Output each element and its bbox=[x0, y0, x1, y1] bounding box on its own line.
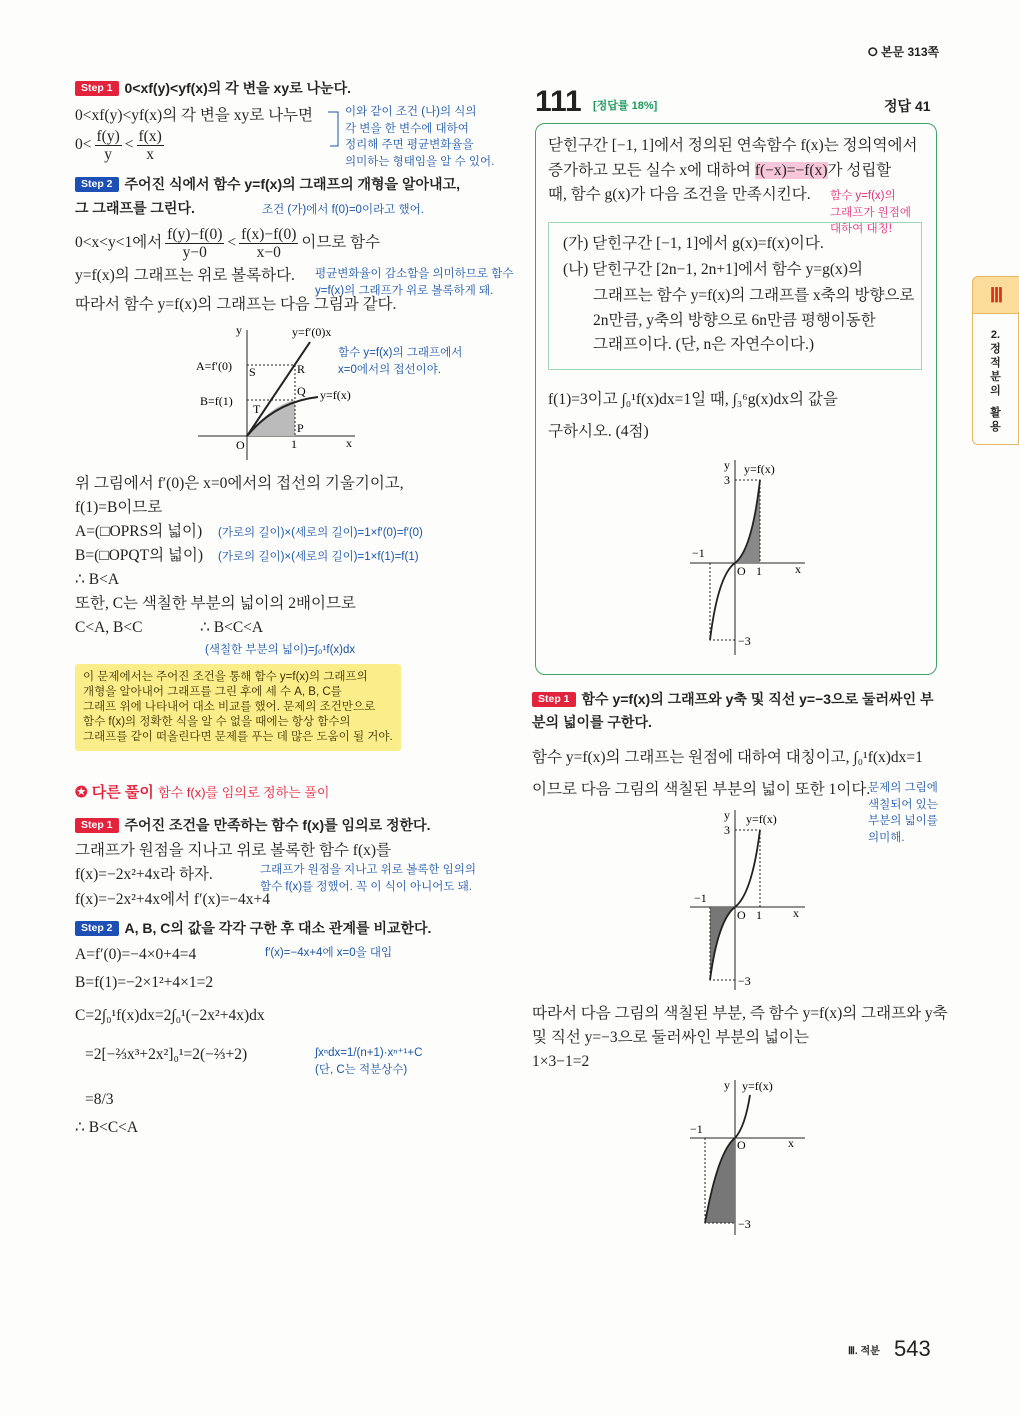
step1-badge: Step 1 bbox=[532, 692, 576, 707]
note-line: 함수 f(x)를 정했어. 꼭 이 식이 아니어도 돼. bbox=[260, 880, 472, 893]
chapter-tab[interactable] bbox=[972, 276, 1019, 314]
correct-rate: [정답률 18%] bbox=[593, 100, 658, 112]
origin-label: O bbox=[737, 908, 746, 922]
tab-text: 분 bbox=[990, 371, 1001, 383]
text: 0< bbox=[75, 136, 92, 154]
tick-1: 1 bbox=[756, 908, 762, 922]
text: 증가하고 모든 실수 x에 대하여 bbox=[548, 162, 751, 179]
text-line: 함수 y=f(x)의 그래프는 원점에 대하여 대칭이고, ∫₀¹f(x)dx=1 bbox=[532, 749, 923, 766]
denominator: y bbox=[104, 146, 112, 163]
denominator: y−0 bbox=[182, 244, 207, 261]
symmetric-graph bbox=[680, 805, 810, 990]
tip-line: 개형을 알아내어 그래프를 그린 후에 세 수 A, B, C를 bbox=[83, 686, 342, 698]
tip-line: 그래프 위에 나타내어 대소 비교를 했어. 문제의 조건만으로 bbox=[83, 701, 376, 713]
text-line: ∴ B<C<A bbox=[200, 619, 264, 636]
text-line: 이므로 다음 그림의 색칠된 부분의 넓이 또한 1이다. bbox=[532, 781, 871, 798]
point-t: T bbox=[253, 402, 261, 416]
text-line: B=(□OPQT의 넓이) bbox=[75, 547, 204, 564]
curve-label: y=f(x) bbox=[742, 1079, 773, 1093]
text-line: f(1)=B이므로 bbox=[75, 499, 163, 516]
a-label: A=f′(0) bbox=[196, 359, 233, 373]
text-line: =2[−⅔x³+2x²]₀¹=2(−⅔+2) bbox=[85, 1046, 248, 1063]
alt-step2-heading bbox=[75, 918, 431, 938]
annotation-note bbox=[345, 104, 494, 170]
text-line: 또한, C는 색칠한 부분의 넓이의 2배이므로 bbox=[75, 595, 356, 612]
note-line: 의미해. bbox=[868, 831, 905, 844]
shaded-area bbox=[710, 907, 735, 980]
question-line bbox=[548, 161, 891, 181]
concave-graph-figure bbox=[180, 320, 500, 460]
note-line: x=0에서의 접선이야. bbox=[338, 363, 442, 376]
text-line: B=f(1)=−2×1²+4×1=2 bbox=[75, 974, 214, 991]
question-line: 때, 함수 g(x)가 다음 조건을 만족시킨다. bbox=[548, 186, 811, 203]
chapter-roman: Ⅲ bbox=[989, 285, 1004, 307]
step2-heading bbox=[75, 174, 460, 194]
curve-label: y=f(x) bbox=[320, 388, 351, 402]
tip-line: 함수 f(x)의 정확한 식을 알 수 없을 때에는 항상 함수의 bbox=[83, 716, 351, 728]
tick-label: 1 bbox=[291, 437, 297, 451]
annotation-note bbox=[315, 1045, 422, 1078]
step2-title-cont: 그 그래프를 그린다. bbox=[75, 200, 195, 216]
shaded-area bbox=[705, 1138, 735, 1223]
text-line: f(x)=−2x²+4x라 하자. bbox=[75, 866, 213, 883]
alt-subtitle: 함수 f(x)를 임의로 정하는 풀이 bbox=[158, 785, 330, 800]
tip-line: 이 문제에서는 주어진 조건을 통해 함수 y=f(x)의 그래프의 bbox=[83, 671, 368, 683]
tab-text: 용 bbox=[990, 421, 1001, 433]
note-line: 색칠되어 있는 bbox=[868, 798, 938, 811]
note-line: 의미하는 형태임을 알 수 있어. bbox=[345, 155, 495, 168]
step1-badge: Step 1 bbox=[75, 818, 119, 833]
annotation-note: (색칠한 부분의 넓이)=∫₀¹f(x)dx bbox=[205, 644, 356, 656]
text-line: 1×3−1=2 bbox=[532, 1053, 590, 1070]
note-line: 그래프가 원점에 bbox=[830, 206, 911, 219]
bracket-arrow-icon bbox=[328, 110, 344, 150]
text: < bbox=[124, 136, 134, 154]
text-line: 위 그림에서 f′(0)은 x=0에서의 접선의 기울기이고, bbox=[75, 475, 404, 492]
answer-label: 정답 41 bbox=[884, 98, 931, 114]
text-line: 따라서 다음 그림의 색칠된 부분, 즉 함수 y=f(x)의 그래프와 y축 bbox=[532, 1005, 948, 1022]
tick-m3: −3 bbox=[738, 1217, 751, 1231]
tangent-label: y=f′(0)x bbox=[292, 325, 332, 339]
step2-badge: Step 2 bbox=[75, 921, 119, 936]
curve-label: y=f(x) bbox=[744, 462, 775, 476]
origin-label: O bbox=[737, 1138, 746, 1152]
x-label: x bbox=[788, 1136, 794, 1150]
text-line: f(x)=−2x²+4x에서 f′(x)=−4x+4 bbox=[75, 891, 271, 908]
annotation-note: f′(x)=−4x+4에 x=0을 대입 bbox=[265, 947, 393, 959]
origin-label: O bbox=[737, 564, 746, 578]
annotation-note: (가로의 길이)×(세로의 길이)=1×f′(0)=f′(0) bbox=[218, 527, 423, 539]
text-line: =8/3 bbox=[85, 1091, 114, 1108]
highlighted-condition: f(−x)=−f(x) bbox=[754, 162, 828, 179]
numerator: f(y) bbox=[96, 128, 120, 145]
footer-section: Ⅲ. 적분 bbox=[848, 1346, 880, 1357]
numerator: f(x)−f(0) bbox=[241, 226, 297, 243]
text-line: A=f′(0)=−4×0+4=4 bbox=[75, 946, 197, 963]
note-line: 각 변을 한 변수에 대하여 bbox=[345, 122, 469, 135]
question-line: 닫힌구간 [−1, 1]에서 정의된 연속함수 f(x)는 정의역에서 bbox=[548, 137, 918, 154]
condition-b-cont: 그래프이다. (단, n은 자연수이다.) bbox=[593, 336, 815, 353]
step1-heading bbox=[75, 78, 351, 98]
question-ask: 구하시오. (4점) bbox=[548, 423, 649, 440]
note-line: ∫xⁿdx=1/(n+1)·xⁿ⁺¹+C bbox=[315, 1047, 423, 1059]
point-p: P bbox=[297, 421, 304, 435]
tab-text: 2. bbox=[990, 329, 1001, 341]
shaded-area bbox=[735, 480, 760, 563]
tab-text: 의 bbox=[990, 385, 1001, 397]
x-label: x bbox=[795, 562, 801, 576]
tab-text: 정 bbox=[990, 343, 1001, 355]
problem-graph bbox=[680, 455, 810, 655]
note-line: 함수 y=f(x)의 bbox=[830, 190, 896, 202]
tick-m1: −1 bbox=[690, 1122, 703, 1136]
problem-number: 111 bbox=[535, 85, 582, 118]
tick-3: 3 bbox=[724, 823, 730, 837]
text-line: 및 직선 y=−3으로 둘러싸인 부분의 넓이는 bbox=[532, 1029, 809, 1046]
step1-title: 0<xf(y)<yf(x)의 각 변을 xy로 나눈다. bbox=[124, 80, 351, 96]
tick-1: 1 bbox=[756, 564, 762, 578]
point-r: R bbox=[297, 362, 306, 376]
step2-badge: Step 2 bbox=[75, 177, 119, 192]
curve-label: y=f(x) bbox=[746, 812, 777, 826]
text-line: y=f(x)의 그래프는 위로 볼록하다. bbox=[75, 267, 295, 284]
text-line: 0<xf(y)<yf(x)의 각 변을 xy로 나누면 bbox=[75, 107, 313, 124]
y-label: y bbox=[724, 458, 730, 472]
condition-b: (나) 닫힌구간 [2n−1, 2n+1]에서 함수 y=g(x)의 bbox=[563, 261, 863, 278]
annotation-note bbox=[260, 862, 476, 895]
b-label: B=f(1) bbox=[200, 394, 233, 408]
condition-b-cont: 2n만큼, y축의 방향으로 6n만큼 평행이동한 bbox=[593, 312, 876, 329]
right-step1-heading bbox=[532, 689, 934, 709]
tick-m1: −1 bbox=[694, 891, 707, 905]
y-label: y bbox=[236, 323, 242, 337]
step1-title: 주어진 조건을 만족하는 함수 f(x)를 임의로 정한다. bbox=[124, 817, 431, 833]
step2-title: 주어진 식에서 함수 y=f(x)의 그래프의 개형을 알아내고, bbox=[124, 176, 460, 192]
denominator: x bbox=[146, 146, 154, 163]
section-tab[interactable] bbox=[972, 312, 1019, 445]
annotation-note: (가로의 길이)×(세로의 길이)=1×f(1)=f(1) bbox=[218, 551, 419, 563]
y-label: y bbox=[724, 1078, 730, 1092]
note-line: 함수 y=f(x)의 그래프에서 bbox=[338, 347, 463, 359]
tab-text: 활 bbox=[990, 407, 1001, 419]
circle-bullet-icon: ⭘ bbox=[868, 45, 878, 59]
origin-label: O bbox=[236, 438, 245, 452]
point-s: S bbox=[249, 365, 256, 379]
tick-3: 3 bbox=[724, 473, 730, 487]
note-line: 이와 같이 조건 (나)의 식의 bbox=[345, 106, 477, 118]
text-line: A=(□OPRS의 넓이) bbox=[75, 523, 203, 540]
step1-title: 함수 y=f(x)의 그래프와 y축 및 직선 y=−3으로 둘러싸인 부 bbox=[581, 691, 934, 707]
tick-m3: −3 bbox=[738, 974, 751, 988]
condition-b-cont: 그래프는 함수 y=f(x)의 그래프를 x축의 방향으로 bbox=[593, 287, 915, 304]
note-line: (단, C는 적분상수) bbox=[315, 1063, 408, 1076]
x-label: x bbox=[793, 906, 799, 920]
note-line: 문제의 그림에 bbox=[868, 782, 938, 794]
y-label: y bbox=[724, 808, 730, 822]
annotation-note bbox=[868, 780, 938, 846]
page-reference-text: 본문 313쪽 bbox=[880, 45, 940, 59]
alt-title: 다른 풀이 bbox=[91, 784, 154, 801]
step2-title: A, B, C의 값을 각각 구한 후 대소 관계를 비교한다. bbox=[124, 920, 432, 936]
note-line: y=f(x)의 그래프가 위로 볼록하게 돼. bbox=[315, 284, 494, 297]
note-line: 정리해 주면 평균변화율을 bbox=[345, 139, 474, 151]
star-circle-icon: ✪ bbox=[75, 784, 88, 801]
difference-quotient-line bbox=[75, 226, 380, 261]
alt-step1-heading bbox=[75, 815, 430, 835]
note-line: 대하여 대칭! bbox=[830, 223, 892, 235]
fraction-inequality bbox=[75, 128, 167, 163]
text-line: 그래프가 원점을 지나고 위로 볼록한 함수 f(x)를 bbox=[75, 842, 392, 859]
numerator: f(x) bbox=[138, 128, 162, 145]
tip-box bbox=[75, 664, 401, 751]
text: 이므로 함수 bbox=[301, 234, 381, 252]
text: 가 성립할 bbox=[827, 162, 892, 179]
note-line: 그래프가 원점을 지나고 위로 볼록한 임의의 bbox=[260, 864, 476, 876]
text: 0<x<y<1에서 bbox=[75, 234, 163, 252]
page-number: 543 bbox=[894, 1336, 931, 1361]
annotation-note: 조건 (가)에서 f(0)=0이라고 했어. bbox=[262, 204, 424, 216]
text: < bbox=[227, 234, 237, 252]
tick-m1: −1 bbox=[692, 546, 705, 560]
annotation-note bbox=[338, 345, 462, 378]
step1-badge: Step 1 bbox=[75, 81, 119, 96]
point-q: Q bbox=[297, 384, 306, 398]
tab-text: 적 bbox=[990, 357, 1001, 369]
tick-m3: −3 bbox=[738, 634, 751, 648]
text-line: 따라서 함수 y=f(x)의 그래프는 다음 그림과 같다. bbox=[75, 296, 397, 313]
text-line: ∴ B<A bbox=[75, 571, 120, 588]
text-line: C<A, B<C bbox=[75, 619, 143, 636]
question-ask: f(1)=3이고 ∫₀¹f(x)dx=1일 때, ∫₃⁶g(x)dx의 값을 bbox=[548, 391, 838, 408]
note-line: 평균변화율이 감소함을 의미하므로 함수 bbox=[315, 268, 514, 280]
denominator: x−0 bbox=[256, 244, 281, 261]
text-line: C=2∫₀¹f(x)dx=2∫₀¹(−2x²+4x)dx bbox=[75, 1007, 265, 1024]
tip-line: 그래프를 같이 떠올린다면 문제를 푸는 데 많은 도움이 될 거야. bbox=[83, 731, 393, 743]
alt-solution-heading bbox=[75, 783, 329, 803]
condition-a: (가) 닫힌구간 [−1, 1]에서 g(x)=f(x)이다. bbox=[563, 235, 824, 252]
step1-title-cont: 분의 넓이를 구한다. bbox=[532, 714, 652, 730]
page-reference bbox=[868, 42, 939, 62]
area-graph bbox=[680, 1075, 810, 1235]
text-line: ∴ B<C<A bbox=[75, 1119, 139, 1136]
note-line: 부분의 넓이를 bbox=[868, 815, 938, 827]
numerator: f(y)−f(0) bbox=[167, 226, 223, 243]
x-label: x bbox=[346, 436, 352, 450]
